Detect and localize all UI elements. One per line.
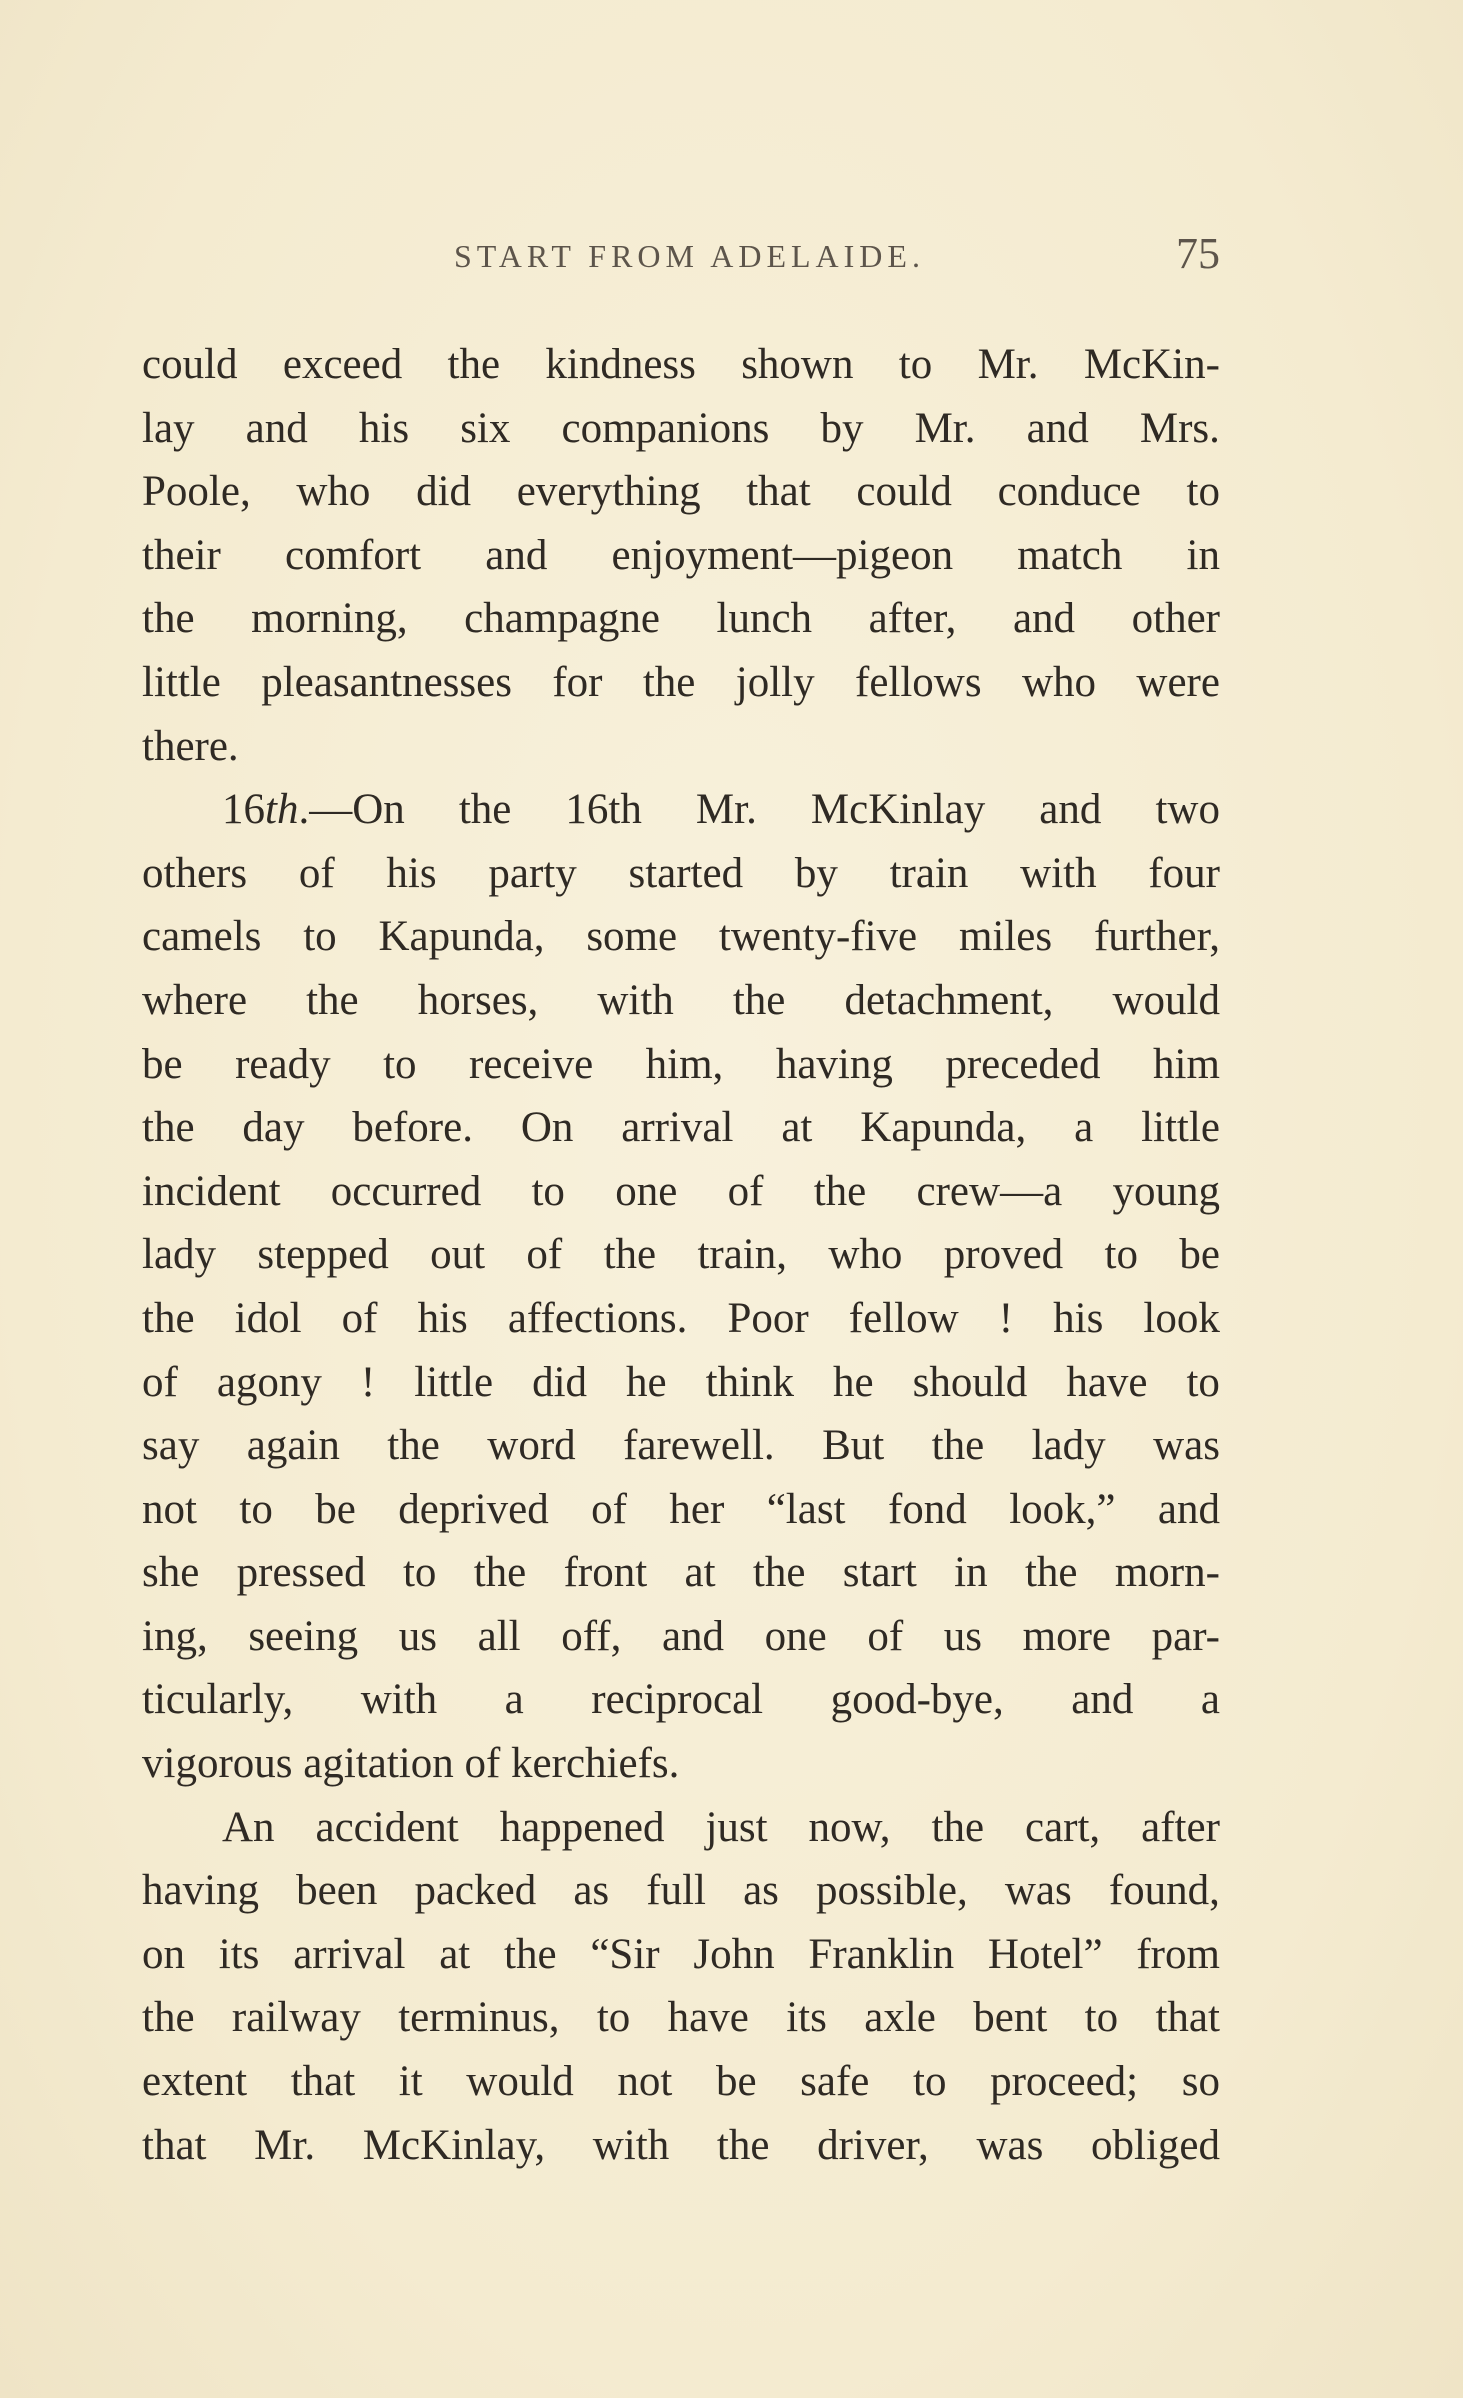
word: idol [234,1294,302,1342]
word: camels [142,913,262,961]
word: to [402,1549,437,1597]
word: him [1153,1040,1220,1088]
text-line [142,1859,1220,1923]
word: more [1022,1612,1111,1660]
word: all [477,1612,521,1660]
word: he [626,1358,667,1406]
word: found, [1108,1867,1220,1915]
word: it [398,2058,423,2106]
word: to [1186,1358,1220,1406]
word: to [1186,468,1220,516]
word: the [642,658,696,706]
word: full [646,1867,706,1915]
word: were [1136,658,1220,706]
word: a [1074,1104,1094,1152]
word: “last [766,1485,846,1533]
text-line [142,460,1220,524]
word: from [1136,1930,1220,1978]
word: with [597,976,674,1024]
word: and [1157,1485,1220,1533]
word: fellows [855,658,982,706]
word: his [386,849,437,897]
text-line [142,524,1220,588]
word: did [416,468,472,516]
word: cart, [1025,1803,1101,1851]
word: other [1131,595,1220,643]
word: enjoyment—pigeon [611,531,954,579]
word: farewell. [623,1422,775,1470]
word: twenty-five [718,913,918,961]
word: the [732,976,786,1024]
word: the [603,1231,657,1279]
word: by [820,404,864,452]
word: the [142,1104,195,1152]
text-line [142,842,1220,906]
word: as [573,1867,610,1915]
word: would [1112,976,1220,1024]
word: started [628,849,744,897]
word: Mrs. [1139,404,1220,452]
word: who [828,1231,903,1279]
word: with [360,1676,438,1724]
word: jolly [735,658,815,706]
text-line [142,778,1220,842]
word: McKin- [1083,341,1220,388]
word: having [142,1867,260,1915]
word: Poor [727,1294,809,1342]
word: their [142,531,221,579]
word: of [298,849,335,897]
word: reciprocal [591,1676,764,1724]
word: 16th [565,786,642,834]
word: that [142,2121,207,2169]
word: look,” [1009,1485,1116,1533]
word: driver, [817,2121,929,2169]
text-line [142,1287,1220,1351]
word: have [1066,1358,1148,1406]
text-line [142,1223,1220,1287]
word: was [1004,1867,1072,1915]
word: Mr. [977,341,1039,388]
word: little [1141,1104,1220,1152]
word: railway [231,1994,361,2042]
running-title: START FROM ADELAIDE. [454,238,925,274]
word: the [142,1994,195,2042]
word: Mr. [254,2121,316,2169]
word: at [781,1104,813,1152]
word: crew—a [916,1167,1063,1215]
text-line [142,1541,1220,1605]
word: he [833,1358,874,1406]
word: of [591,1485,627,1533]
text-line [142,1414,1220,1478]
word: to [898,341,933,388]
word: before. [352,1104,473,1152]
word: further, [1093,913,1220,961]
word: the [473,1549,527,1597]
word: and [1071,1676,1134,1724]
word: companions [561,404,770,452]
word: and [1012,595,1076,643]
word: the [1024,1549,1078,1597]
word: terminus, [398,1994,560,2042]
word: John [693,1930,775,1978]
word: exceed [282,341,403,388]
word: incident [142,1167,281,1215]
word: shown [741,341,854,388]
word: and [1026,404,1089,452]
word: look [1143,1294,1220,1342]
word: for [552,658,603,706]
word: in [954,1549,988,1597]
word: so [1181,2058,1220,2106]
word: been [296,1867,378,1915]
word: 16th.—On [222,786,405,834]
word: lay [142,404,195,452]
word: Kapunda, [860,1104,1027,1152]
word: Kapunda, [378,913,545,961]
word: to [531,1167,565,1215]
word: and [245,404,308,452]
word: say [142,1422,200,1470]
word: two [1155,786,1220,834]
word: one [615,1167,678,1215]
word: arrival [621,1104,734,1152]
word: one [764,1612,827,1660]
text-line [142,651,1220,715]
word: have [667,1994,749,2042]
word: good-bye, [830,1676,1004,1724]
word: possible, [816,1867,968,1915]
word: occurred [330,1167,482,1215]
word: lunch [716,595,813,643]
text-line [142,1796,1220,1860]
word: where [142,976,248,1024]
word: a [1200,1676,1220,1724]
word: in [1186,531,1220,579]
word: Mr. [914,404,976,452]
word: ing, [142,1612,208,1660]
word: that [290,2058,356,2106]
word: with [1020,849,1097,897]
word: the [142,595,195,643]
text-line [142,1033,1220,1097]
text-line [142,715,1220,779]
word: was [1153,1422,1220,1470]
word: Poole, [142,468,251,516]
word: and [1039,786,1102,834]
word: others [142,849,248,897]
word: the [813,1167,867,1215]
word: now, [808,1803,891,1851]
word: accident [315,1803,459,1851]
word: at [684,1549,716,1597]
word: pleasantnesses [261,658,512,706]
word: deprived [398,1485,549,1533]
word: obliged [1091,2121,1220,2169]
word: the [306,976,359,1024]
word: arrival [293,1930,406,1978]
word: was [976,2121,1044,2169]
word: again [246,1422,340,1470]
text-line [142,1478,1220,1542]
word: ready [235,1040,331,1088]
word: of [464,1740,512,1788]
word: to [1084,1994,1119,2042]
word: happened [499,1803,665,1851]
word: young [1112,1167,1220,1215]
word: start [842,1549,917,1597]
word: fond [887,1485,967,1533]
word: who [296,468,371,516]
word: us [398,1612,438,1660]
word: the [752,1549,806,1597]
word: lady [1031,1422,1106,1470]
text-line [142,1351,1220,1415]
text-line [142,1668,1220,1732]
word: word [487,1422,576,1470]
word: agitation [303,1740,465,1788]
word: ! [998,1294,1014,1342]
word: party [488,849,577,897]
word: to [383,1040,417,1088]
word: not [142,1485,197,1533]
word: to [1104,1231,1138,1279]
word: that [1155,1994,1220,2042]
word: of [142,1358,178,1406]
word: Mr. [695,786,757,834]
word: him, [645,1040,724,1088]
word: An [222,1803,275,1851]
word: to [239,1485,273,1533]
word: his [417,1294,468,1342]
word: comfort [284,531,422,579]
word: the [504,1930,557,1978]
word: seeing [248,1612,359,1660]
word: out [430,1231,486,1279]
word: the [142,1294,195,1342]
word: affections. [507,1294,688,1342]
word: morn- [1114,1549,1220,1597]
text-line [142,1732,1220,1796]
word: and [485,531,548,579]
word: agony [216,1358,322,1406]
word: pressed [236,1549,366,1597]
word: miles [958,913,1053,961]
word: that [746,468,811,516]
word: extent [142,2058,248,2106]
word: six [460,404,511,452]
text-line [142,1923,1220,1987]
word: there. [142,722,239,770]
word: little [142,658,221,706]
word: stepped [257,1231,389,1279]
word: a [504,1676,524,1724]
word: four [1148,849,1220,897]
word: of [526,1231,563,1279]
word: kindness [545,341,696,388]
word: the [387,1422,440,1470]
word: bent [973,1994,1048,2042]
word: with [592,2121,670,2169]
word: lady [142,1231,217,1279]
word: of [341,1294,378,1342]
text-line [142,333,1220,397]
word: morning, [251,595,408,643]
word: train, [697,1231,788,1279]
word: to [913,2058,947,2106]
word: to [303,913,337,961]
word: just [705,1803,768,1851]
word: of [867,1612,904,1660]
word: us [943,1612,983,1660]
text-line [142,969,1220,1033]
word: not [617,2058,673,2106]
word: her [669,1485,725,1533]
word: day [242,1104,305,1152]
word: McKinlay [810,786,986,834]
word: be [315,1485,356,1533]
page-header [142,228,1220,288]
word: be [1179,1231,1220,1279]
word: safe [800,2058,870,2106]
word: the [716,2121,770,2169]
word: kerchiefs. [511,1740,680,1788]
word: by [794,849,838,897]
word: On [520,1104,574,1152]
word: did [532,1358,588,1406]
word: be [142,1040,183,1088]
word: horses, [417,976,539,1024]
word: little [414,1358,494,1406]
text-line [142,397,1220,461]
word: at [439,1930,471,1978]
word: ! [360,1358,376,1406]
word: after [1141,1803,1220,1851]
word: preceded [945,1040,1101,1088]
word: ticularly, [142,1676,294,1724]
word: the [931,1422,985,1470]
word: McKinlay, [362,2121,546,2169]
word: its [786,1994,827,2042]
word: everything [516,468,701,516]
text-line [142,2114,1220,2178]
word: detachment, [844,976,1054,1024]
word: his [358,404,410,452]
word: proceed; [990,2058,1139,2106]
text-line [142,1605,1220,1669]
word: should [912,1358,1028,1406]
word: after, [868,595,957,643]
word: having [775,1040,893,1088]
word: proved [943,1231,1064,1279]
word: axle [864,1994,936,2042]
word: she [142,1549,200,1597]
page-number: 75 [1176,229,1220,278]
text-line [142,1986,1220,2050]
word: conduce [997,468,1141,516]
word: champagne [464,595,660,643]
word: par- [1151,1612,1220,1660]
word: as [743,1867,779,1915]
word: think [705,1358,795,1406]
word: fellow [848,1294,959,1342]
word: Franklin [808,1930,955,1978]
text-line [142,1160,1220,1224]
word: front [563,1549,648,1597]
word: train [889,849,969,897]
word: his [1053,1294,1104,1342]
text-line [142,587,1220,651]
word: “Sir [590,1930,660,1978]
word: receive [469,1040,594,1088]
text-line [142,905,1220,969]
word: would [466,2058,574,2106]
word: on [142,1930,185,1978]
word: packed [414,1867,537,1915]
word: who [1021,658,1097,706]
word: match [1017,531,1123,579]
word: the [447,341,501,388]
word: could [142,341,238,388]
word: and [661,1612,725,1660]
word: off, [561,1612,622,1660]
word: be [715,2058,757,2106]
word: vigorous [142,1740,304,1788]
word: to [596,1994,631,2042]
word: Hotel” [987,1930,1103,1978]
text-line [142,2050,1220,2114]
text-line [142,1096,1220,1160]
word: the [458,786,512,834]
word: could [856,468,952,516]
word: But [822,1422,885,1470]
word: of [727,1167,764,1215]
body-text [142,333,1220,2177]
word: some [586,913,678,961]
word: the [931,1803,985,1851]
word: its [218,1930,260,1978]
